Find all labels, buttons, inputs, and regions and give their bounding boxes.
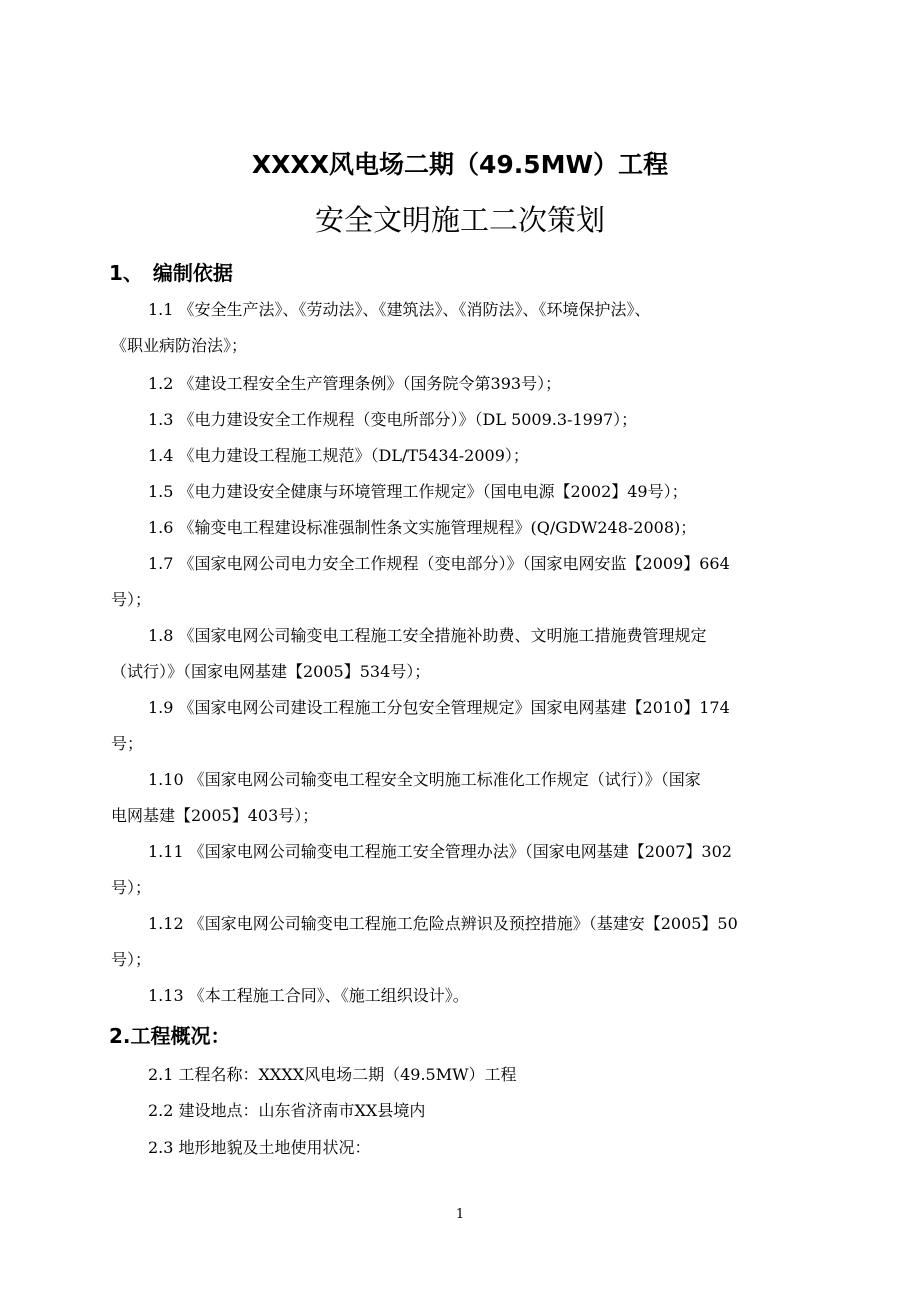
overview-line: 2.1 工程名称：XXXX风电场二期（49.5MW）工程	[148, 1065, 517, 1084]
basis-line: 1.7 《国家电网公司电力安全工作规程（变电部分）》（国家电网安监【2009】664	[148, 554, 730, 573]
basis-line: 1.10 《国家电网公司输变电工程安全文明施工标准化工作规定（试行）》（国家	[148, 770, 701, 789]
basis-line: 电网基建【2005】403号）；	[111, 806, 319, 825]
basis-line: 1.3 《电力建设安全工作规程（变电所部分）》（DL 5009.3-1997）；	[148, 410, 638, 429]
basis-line: 号）；	[111, 878, 152, 897]
basis-line: 1.2 《建设工程安全生产管理条例》（国务院令第393号）；	[148, 374, 562, 393]
basis-line: 1.13 《本工程施工合同》、《施工组织设计》。	[148, 986, 469, 1005]
overview-line: 2.2 建设地点：山东省济南市XX县境内	[148, 1101, 426, 1120]
basis-line: 号）；	[111, 590, 152, 609]
section-1-heading: 1、 编制依据	[109, 261, 233, 285]
basis-line: 1.9 《国家电网公司建设工程施工分包安全管理规定》国家电网基建【2010】174	[148, 698, 730, 717]
section-2-heading: 2.工程概况：	[109, 1024, 231, 1048]
basis-line: 1.6 《输变电工程建设标准强制性条文实施管理规程》(Q/GDW248-2008)；	[148, 518, 697, 537]
document-title: XXXX风电场二期（49.5MW）工程	[251, 150, 669, 179]
overview-line: 2.3 地形地貌及土地使用状况：	[148, 1138, 371, 1157]
basis-line: 1.11 《国家电网公司输变电工程施工安全管理办法》（国家电网基建【2007】302	[148, 842, 732, 861]
basis-line: 1.8 《国家电网公司输变电工程施工安全措施补助费、文明施工措施费管理规定	[148, 626, 707, 645]
basis-line: 1.1 《安全生产法》、《劳动法》、《建筑法》、《消防法》、《环境保护法》、	[148, 300, 651, 319]
basis-line: 号；	[111, 734, 144, 753]
basis-line: 1.4 《电力建设工程施工规范》（DL/T5434-2009）；	[148, 446, 529, 465]
basis-line: 1.12 《国家电网公司输变电工程施工危险点辨识及预控措施》（基建安【2005】50	[148, 914, 738, 933]
basis-line: 《职业病防治法》；	[111, 336, 248, 355]
basis-line: 1.5 《电力建设安全健康与环境管理工作规定》（国电电源【2002】49号）；	[148, 482, 688, 501]
basis-line: （试行）》（国家电网基建【2005】534号）；	[111, 662, 431, 681]
page-number: 1	[455, 1207, 465, 1222]
basis-line: 号）；	[111, 950, 152, 969]
document-subtitle: 安全文明施工二次策划	[314, 203, 605, 237]
